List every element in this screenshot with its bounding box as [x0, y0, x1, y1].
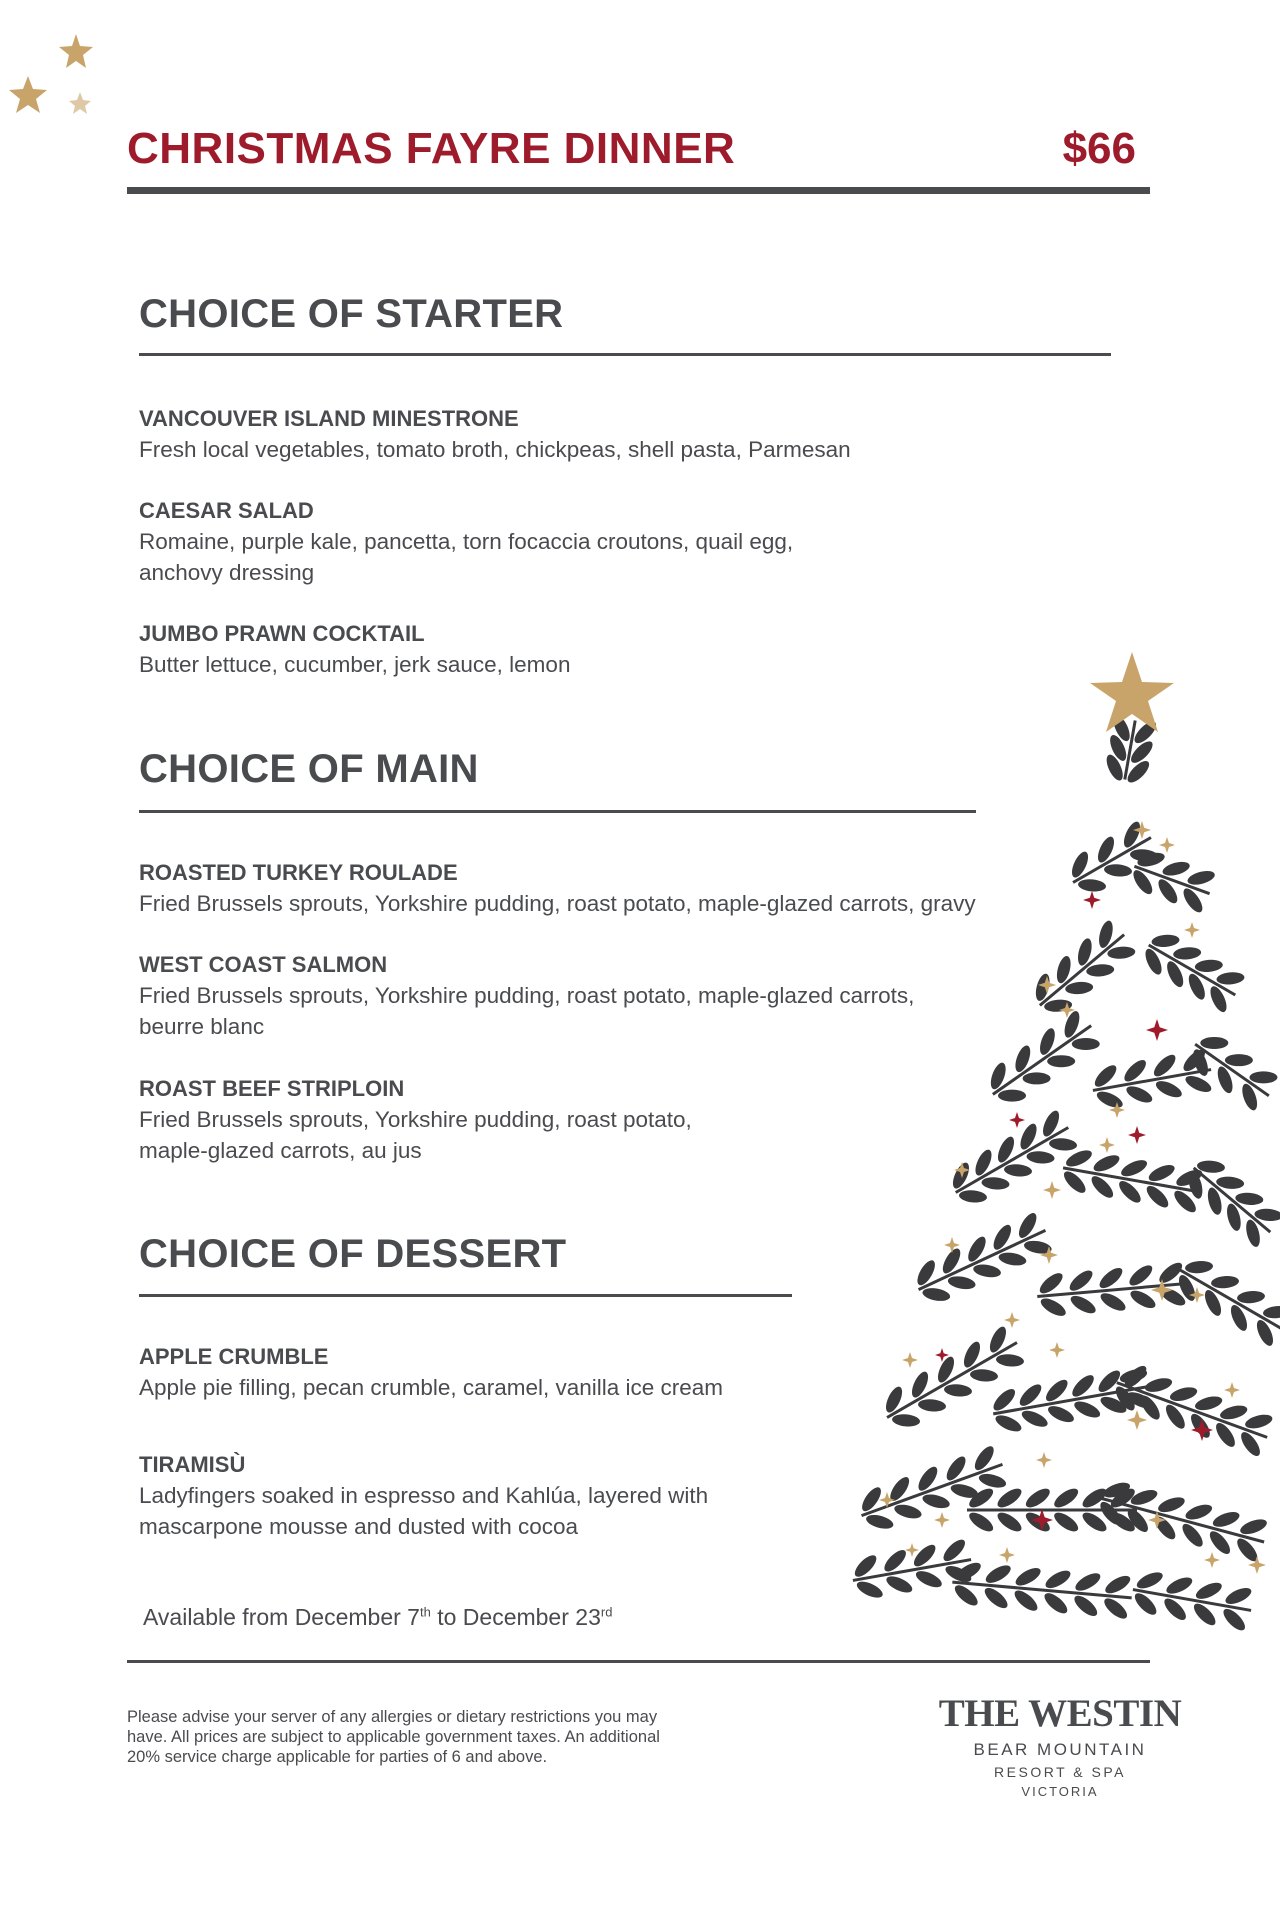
menu-item-name: CAESAR SALAD: [139, 498, 314, 523]
menu-item-name: JUMBO PRAWN COCKTAIL: [139, 621, 425, 646]
tree-branch: [1181, 1024, 1280, 1116]
menu-item-description: maple-glazed carrots, au jus: [139, 1138, 422, 1163]
availability-text: Available from December 7: [143, 1604, 420, 1630]
sparkle-star-icon: [1159, 837, 1175, 853]
menu-item-name: WEST COAST SALMON: [139, 952, 388, 977]
tree-branch: [1058, 1143, 1206, 1217]
menu-item: [139, 404, 1069, 465]
availability-note: [143, 1604, 612, 1631]
sparkle-star-icon: [1128, 1126, 1146, 1144]
westin-logo: [930, 1694, 1190, 1799]
logo-subtitle: RESORT & SPA: [994, 1764, 1126, 1780]
menu-item-description: Fresh local vegetables, tomato broth, chickpeas, shell pasta, Parmesan: [139, 437, 851, 462]
menu-item-name: ROAST BEEF STRIPLOIN: [139, 1076, 405, 1101]
menu-price: $66: [1062, 124, 1136, 173]
menu-item-name: ROASTED TURKEY ROULADE: [139, 860, 458, 885]
menu-item-description: beurre blanc: [139, 1014, 265, 1039]
sparkle-star-icon: [1043, 1181, 1061, 1199]
sparkle-star-icon: [1004, 1312, 1020, 1328]
menu-item-name: APPLE CRUMBLE: [139, 1344, 329, 1369]
menu-item-description: Fried Brussels sprouts, Yorkshire pudding, roast potato, maple-glazed carrots,: [139, 983, 915, 1008]
sparkle-star-icon: [1036, 1452, 1052, 1468]
menu-item-description: Apple pie filling, pecan crumble, caramel, vanilla ice cream: [139, 1375, 724, 1400]
menu-item-name: TIRAMISÙ: [139, 1452, 246, 1477]
menu-item-description: Butter lettuce, cucumber, jerk sauce, lemon: [139, 652, 571, 677]
menu-item-description: Fried Brussels sprouts, Yorkshire pudding, roast potato,: [139, 1107, 692, 1132]
sparkle-star-icon: [1204, 1552, 1220, 1568]
logo-brand: THE WESTIN: [938, 1692, 1182, 1735]
menu-item-description: Romaine, purple kale, pancetta, torn focaccia croutons, quail egg,: [139, 529, 794, 554]
allergy-disclaimer: Please advise your server of any allergies or dietary restrictions you may have. All prices are subject to applicable government taxes. An additional 20% service charge applicable for parties of 6 and above.: [127, 1708, 660, 1766]
tree-top-star-icon: [1090, 652, 1174, 732]
sparkle-star-icon: [905, 1543, 919, 1557]
tree-branch: [950, 1557, 1134, 1622]
sparkle-star-icon: [999, 1547, 1015, 1563]
tree-branch: [979, 1005, 1106, 1115]
header-divider: [127, 187, 1150, 194]
christmas-tree-illustration: [812, 640, 1280, 1640]
section-title-dessert: CHOICE OF DESSERT: [139, 1232, 567, 1276]
logo-subtitle: VICTORIA: [1021, 1784, 1099, 1799]
tree-branch: [942, 1105, 1083, 1215]
sparkle-star-icon: [934, 1512, 950, 1528]
tree-branch: [1023, 915, 1141, 1025]
sparkle-star-icon: [1009, 1112, 1025, 1128]
gold-stars-decoration: [0, 20, 110, 130]
menu-title: CHRISTMAS FAYRE DINNER: [127, 124, 736, 173]
section-divider-starter: [139, 353, 1111, 356]
menu-item-description: Fried Brussels sprouts, Yorkshire pudding, roast potato, maple-glazed carrots, gravy: [139, 891, 976, 916]
tree-branch: [1093, 1474, 1272, 1567]
footer-divider: [127, 1660, 1150, 1663]
ordinal-suffix: rd: [600, 1604, 613, 1620]
menu-item-description: Ladyfingers soaked in espresso and Kahlúa, layered with: [139, 1483, 709, 1508]
section-divider-dessert: [139, 1294, 792, 1297]
sparkle-star-icon: [1127, 1410, 1147, 1430]
sparkle-star-icon: [1099, 1137, 1115, 1153]
section-title-main: CHOICE OF MAIN: [139, 747, 479, 791]
menu-item-name: VANCOUVER ISLAND MINESTRONE: [139, 406, 519, 431]
gold-star-icon: [9, 76, 47, 113]
sparkle-star-icon: [902, 1352, 918, 1368]
gold-star-icon: [69, 92, 91, 114]
section-title-starter: CHOICE OF STARTER: [139, 292, 564, 336]
sparkle-star-icon: [1049, 1342, 1065, 1358]
sparkle-star-icon: [1224, 1382, 1240, 1398]
tree-branch: [1107, 1359, 1277, 1462]
sparkle-star-icon: [1146, 1019, 1168, 1041]
tree-branch: [907, 1207, 1057, 1312]
sparkle-star-icon: [1184, 922, 1200, 938]
tree-branch: [1129, 1565, 1256, 1635]
availability-text: to December 23: [430, 1604, 601, 1630]
menu-item: [139, 496, 1069, 588]
menu-item-description: mascarpone mousse and dusted with cocoa: [139, 1514, 579, 1539]
logo-subtitle: BEAR MOUNTAIN: [973, 1740, 1147, 1759]
menu-item-description: anchovy dressing: [139, 560, 315, 585]
gold-star-icon: [59, 34, 93, 68]
ordinal-suffix: th: [419, 1604, 431, 1620]
sparkle-star-icon: [1083, 891, 1101, 909]
